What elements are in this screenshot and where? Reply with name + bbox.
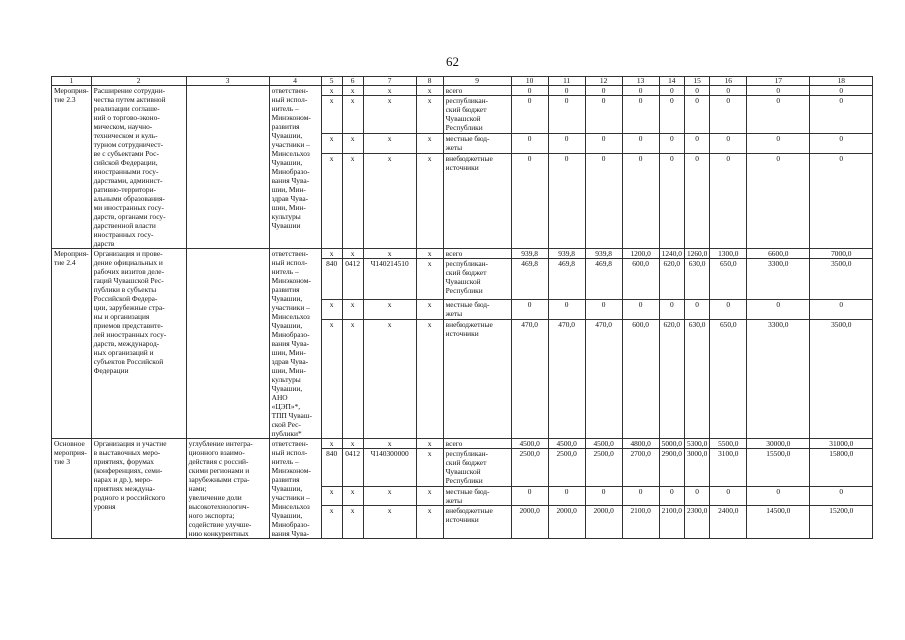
amount-cell-col-18: 0 <box>810 154 873 249</box>
amount-cell-col-11: 0 <box>548 300 585 320</box>
amount-cell-col-16: 0 <box>710 86 747 96</box>
section-code-cell: х <box>342 249 363 259</box>
amount-cell-col-14: 2100,0 <box>659 506 684 539</box>
expense-type-cell: х <box>416 486 443 505</box>
expense-type-cell: х <box>416 86 443 96</box>
funding-source-cell: внебюджетные источники <box>443 154 511 249</box>
column-number-14: 14 <box>659 77 684 86</box>
amount-cell-col-16: 1300,0 <box>710 249 747 259</box>
amount-cell-col-14: 0 <box>659 134 684 154</box>
funding-source-cell: всего <box>443 439 511 449</box>
amount-cell-col-12: 4500,0 <box>585 439 622 449</box>
amount-cell-col-15: 0 <box>684 86 709 96</box>
amount-cell-col-17: 0 <box>747 86 810 96</box>
column-number-7: 7 <box>363 77 416 86</box>
column-numbers-row <box>52 77 873 86</box>
section-code-cell: 0412 <box>342 449 363 487</box>
column-number-2: 2 <box>91 77 186 86</box>
amount-cell-col-12: 0 <box>585 486 622 505</box>
amount-cell-col-15: 0 <box>684 300 709 320</box>
amount-cell-col-12: 2500,0 <box>585 449 622 487</box>
amount-cell-col-12: 470,0 <box>585 319 622 438</box>
amount-cell-col-18: 31000,0 <box>810 439 873 449</box>
amount-cell-col-15: 0 <box>684 154 709 249</box>
funding-source-cell: всего <box>443 249 511 259</box>
amount-cell-col-14: 1240,0 <box>659 249 684 259</box>
amount-cell-col-12: 0 <box>585 96 622 134</box>
amount-cell-col-13: 1200,0 <box>622 249 659 259</box>
executors-cell: ответствен- ный испол- нитель – Минэконом- развития Чувашии, участники – Минсельхоз Чувашии, Минобразо- вания Чува- шии, Мин- здрав Чува- шии, Мин- культуры Чувашии, АНО «ЦЭП»*, ТПП Чуваш- ской Рес- публики* <box>269 249 321 439</box>
amount-cell-col-17: 30000,0 <box>747 439 810 449</box>
amount-cell-col-11: 470,0 <box>548 319 585 438</box>
amount-cell-col-17: 3300,0 <box>747 259 810 300</box>
column-number-8: 8 <box>416 77 443 86</box>
amount-cell-col-14: 0 <box>659 96 684 134</box>
amount-cell-col-12: 0 <box>585 300 622 320</box>
amount-cell-col-12: 0 <box>585 134 622 154</box>
amount-cell-col-11: 2000,0 <box>548 506 585 539</box>
amount-cell-col-18: 3500,0 <box>810 319 873 438</box>
section-code-cell: х <box>342 300 363 320</box>
target-article-cell: х <box>363 506 416 539</box>
amount-cell-col-12: 0 <box>585 154 622 249</box>
amount-cell-col-11: 0 <box>548 486 585 505</box>
amount-cell-col-12: 2000,0 <box>585 506 622 539</box>
amount-cell-col-11: 4500,0 <box>548 439 585 449</box>
amount-cell-col-17: 0 <box>747 486 810 505</box>
amount-cell-col-10: 0 <box>511 86 548 96</box>
table-row <box>52 249 873 259</box>
amount-cell-col-15: 2300,0 <box>684 506 709 539</box>
amount-cell-col-14: 0 <box>659 300 684 320</box>
amount-cell-col-18: 15200,0 <box>810 506 873 539</box>
section-code-cell: х <box>342 96 363 134</box>
amount-cell-col-15: 630,0 <box>684 319 709 438</box>
amount-cell-col-18: 0 <box>810 96 873 134</box>
amount-cell-col-16: 5500,0 <box>710 439 747 449</box>
amount-cell-col-17: 14500,0 <box>747 506 810 539</box>
amount-cell-col-14: 0 <box>659 154 684 249</box>
grbs-code-cell: х <box>321 96 342 134</box>
column-number-15: 15 <box>684 77 709 86</box>
target-article-cell: х <box>363 439 416 449</box>
funding-source-cell: местные бюд- жеты <box>443 134 511 154</box>
amount-cell-col-15: 630,0 <box>684 259 709 300</box>
funding-source-cell: местные бюд- жеты <box>443 300 511 320</box>
budget-table <box>51 76 873 539</box>
amount-cell-col-14: 620,0 <box>659 259 684 300</box>
grbs-code-cell: х <box>321 486 342 505</box>
amount-cell-col-11: 0 <box>548 96 585 134</box>
amount-cell-col-15: 5300,0 <box>684 439 709 449</box>
expected-result-cell <box>186 249 269 439</box>
column-number-4: 4 <box>269 77 321 86</box>
amount-cell-col-17: 0 <box>747 134 810 154</box>
expense-type-cell: х <box>416 96 443 134</box>
activity-id-cell: Основное мероприя- тие 3 <box>52 439 92 539</box>
page-number: 62 <box>446 54 459 69</box>
amount-cell-col-12: 0 <box>585 86 622 96</box>
amount-cell-col-17: 15500,0 <box>747 449 810 487</box>
amount-cell-col-18: 15800,0 <box>810 449 873 487</box>
amount-cell-col-13: 0 <box>622 96 659 134</box>
column-number-11: 11 <box>548 77 585 86</box>
amount-cell-col-10: 0 <box>511 300 548 320</box>
amount-cell-col-13: 0 <box>622 134 659 154</box>
target-article-cell: х <box>363 134 416 154</box>
amount-cell-col-11: 0 <box>548 86 585 96</box>
amount-cell-col-12: 469,8 <box>585 259 622 300</box>
target-article-cell: Ч140214510 <box>363 259 416 300</box>
amount-cell-col-10: 0 <box>511 486 548 505</box>
amount-cell-col-11: 2500,0 <box>548 449 585 487</box>
grbs-code-cell: х <box>321 134 342 154</box>
executors-cell: ответствен- ный испол- нитель – Минэконом- развития Чувашии, участники – Минсельхоз Чувашии, Минобразо- вания Чува- <box>269 439 321 539</box>
section-code-cell: х <box>342 486 363 505</box>
funding-source-cell: республикан- ский бюджет Чувашской Республики <box>443 259 511 300</box>
grbs-code-cell: х <box>321 439 342 449</box>
funding-source-cell: республикан- ский бюджет Чувашской Республики <box>443 96 511 134</box>
activity-name-cell: Расширение сотрудни- чества путем активной реализации соглаше- ний о торгово-эконо- мическом, научно- техническом и куль- турном сотрудничест- ве с субъектами Рос- сийской Федерации, иностранными госу- дарствами, админист- ративно-территори- альными образования- ми иностранных госу- дарств, органами госу- дарственной власти иностранных госу- дарств <box>91 86 186 249</box>
amount-cell-col-14: 620,0 <box>659 319 684 438</box>
funding-source-cell: республикан- ский бюджет Чувашской Республики <box>443 449 511 487</box>
expense-type-cell: х <box>416 249 443 259</box>
amount-cell-col-16: 0 <box>710 134 747 154</box>
amount-cell-col-16: 0 <box>710 96 747 134</box>
expense-type-cell: х <box>416 154 443 249</box>
column-number-3: 3 <box>186 77 269 86</box>
table-row <box>52 439 873 449</box>
funding-source-cell: внебюджетные источники <box>443 506 511 539</box>
activity-id-cell: Мероприя- тие 2.4 <box>52 249 92 439</box>
amount-cell-col-10: 469,8 <box>511 259 548 300</box>
amount-cell-col-17: 0 <box>747 300 810 320</box>
section-code-cell: х <box>342 506 363 539</box>
section-code-cell: х <box>342 319 363 438</box>
amount-cell-col-11: 939,8 <box>548 249 585 259</box>
amount-cell-col-16: 3100,0 <box>710 449 747 487</box>
amount-cell-col-14: 0 <box>659 486 684 505</box>
amount-cell-col-13: 0 <box>622 300 659 320</box>
expense-type-cell: х <box>416 319 443 438</box>
amount-cell-col-15: 0 <box>684 96 709 134</box>
amount-cell-col-18: 0 <box>810 486 873 505</box>
column-number-6: 6 <box>342 77 363 86</box>
expense-type-cell: х <box>416 439 443 449</box>
section-code-cell: х <box>342 154 363 249</box>
amount-cell-col-11: 0 <box>548 154 585 249</box>
column-number-16: 16 <box>710 77 747 86</box>
grbs-code-cell: х <box>321 506 342 539</box>
amount-cell-col-18: 0 <box>810 86 873 96</box>
column-number-17: 17 <box>747 77 810 86</box>
activity-id-cell: Мероприя- тие 2.3 <box>52 86 92 249</box>
column-number-12: 12 <box>585 77 622 86</box>
table-body <box>52 77 873 539</box>
target-article-cell: х <box>363 249 416 259</box>
activity-name-cell: Организация и участие в выставочных меро- приятиях, форумах (конференциях, семи- нарах и др.), меро- приятиях междуна- родного и российского уровня <box>91 439 186 539</box>
amount-cell-col-13: 2700,0 <box>622 449 659 487</box>
section-code-cell: 0412 <box>342 259 363 300</box>
amount-cell-col-15: 3000,0 <box>684 449 709 487</box>
amount-cell-col-16: 2400,0 <box>710 506 747 539</box>
target-article-cell: х <box>363 486 416 505</box>
amount-cell-col-16: 0 <box>710 300 747 320</box>
amount-cell-col-11: 469,8 <box>548 259 585 300</box>
amount-cell-col-16: 650,0 <box>710 259 747 300</box>
amount-cell-col-10: 4500,0 <box>511 439 548 449</box>
section-code-cell: х <box>342 134 363 154</box>
funding-source-cell: внебюджетные источники <box>443 319 511 438</box>
amount-cell-col-10: 470,0 <box>511 319 548 438</box>
section-code-cell: х <box>342 86 363 96</box>
amount-cell-col-14: 5000,0 <box>659 439 684 449</box>
amount-cell-col-17: 0 <box>747 96 810 134</box>
target-article-cell: Ч140300000 <box>363 449 416 487</box>
target-article-cell: х <box>363 154 416 249</box>
column-number-9: 9 <box>443 77 511 86</box>
amount-cell-col-13: 4800,0 <box>622 439 659 449</box>
target-article-cell: х <box>363 86 416 96</box>
amount-cell-col-13: 0 <box>622 154 659 249</box>
target-article-cell: х <box>363 96 416 134</box>
column-number-1: 1 <box>52 77 92 86</box>
executors-cell: ответствен- ный испол- нитель – Минэконом- развития Чувашии, участники – Минсельхоз Чувашии, Минобразо- вания Чува- шии, Мин- здрав Чува- шии, Мин- культуры Чувашии <box>269 86 321 249</box>
table-row <box>52 86 873 96</box>
expense-type-cell: х <box>416 134 443 154</box>
activity-name-cell: Организация и прове- дение официальных и рабочих визитов деле- гаций Чувашской Рес- публики в субъекты Российской Федера- ции, зарубежные стра- ны и организация приемов представите- лей иностранных госу- дарств, международ- ных организаций и субъектов Российской Федерации <box>91 249 186 439</box>
amount-cell-col-10: 0 <box>511 154 548 249</box>
amount-cell-col-10: 0 <box>511 134 548 154</box>
grbs-code-cell: х <box>321 154 342 249</box>
column-number-13: 13 <box>622 77 659 86</box>
amount-cell-col-17: 3300,0 <box>747 319 810 438</box>
amount-cell-col-16: 0 <box>710 486 747 505</box>
expense-type-cell: х <box>416 506 443 539</box>
amount-cell-col-12: 939,8 <box>585 249 622 259</box>
amount-cell-col-18: 7000,0 <box>810 249 873 259</box>
expense-type-cell: х <box>416 300 443 320</box>
amount-cell-col-13: 0 <box>622 486 659 505</box>
amount-cell-col-11: 0 <box>548 134 585 154</box>
amount-cell-col-17: 6600,0 <box>747 249 810 259</box>
amount-cell-col-16: 650,0 <box>710 319 747 438</box>
column-number-10: 10 <box>511 77 548 86</box>
amount-cell-col-14: 0 <box>659 86 684 96</box>
amount-cell-col-14: 2900,0 <box>659 449 684 487</box>
amount-cell-col-10: 2000,0 <box>511 506 548 539</box>
grbs-code-cell: 840 <box>321 259 342 300</box>
amount-cell-col-16: 0 <box>710 154 747 249</box>
funding-source-cell: всего <box>443 86 511 96</box>
amount-cell-col-15: 0 <box>684 486 709 505</box>
amount-cell-col-17: 0 <box>747 154 810 249</box>
grbs-code-cell: х <box>321 86 342 96</box>
funding-source-cell: местные бюд- жеты <box>443 486 511 505</box>
amount-cell-col-18: 3500,0 <box>810 259 873 300</box>
grbs-code-cell: 840 <box>321 449 342 487</box>
column-number-5: 5 <box>321 77 342 86</box>
grbs-code-cell: х <box>321 319 342 438</box>
section-code-cell: х <box>342 439 363 449</box>
amount-cell-col-13: 600,0 <box>622 259 659 300</box>
amount-cell-col-18: 0 <box>810 134 873 154</box>
grbs-code-cell: х <box>321 300 342 320</box>
expected-result-cell <box>186 86 269 249</box>
amount-cell-col-10: 0 <box>511 96 548 134</box>
amount-cell-col-10: 2500,0 <box>511 449 548 487</box>
expense-type-cell: х <box>416 449 443 487</box>
amount-cell-col-13: 2100,0 <box>622 506 659 539</box>
expected-result-cell: углубление интегра- ционного взаимо- действия с россий- скими регионами и зарубежными стра- нами; увеличение доли высокотехнологич- ного экспорта; содействие улучше- нию конкурентных <box>186 439 269 539</box>
amount-cell-col-13: 0 <box>622 86 659 96</box>
amount-cell-col-10: 939,8 <box>511 249 548 259</box>
amount-cell-col-15: 1260,0 <box>684 249 709 259</box>
expense-type-cell: х <box>416 259 443 300</box>
amount-cell-col-18: 0 <box>810 300 873 320</box>
column-number-18: 18 <box>810 77 873 86</box>
amount-cell-col-13: 600,0 <box>622 319 659 438</box>
grbs-code-cell: х <box>321 249 342 259</box>
amount-cell-col-15: 0 <box>684 134 709 154</box>
target-article-cell: х <box>363 319 416 438</box>
target-article-cell: х <box>363 300 416 320</box>
